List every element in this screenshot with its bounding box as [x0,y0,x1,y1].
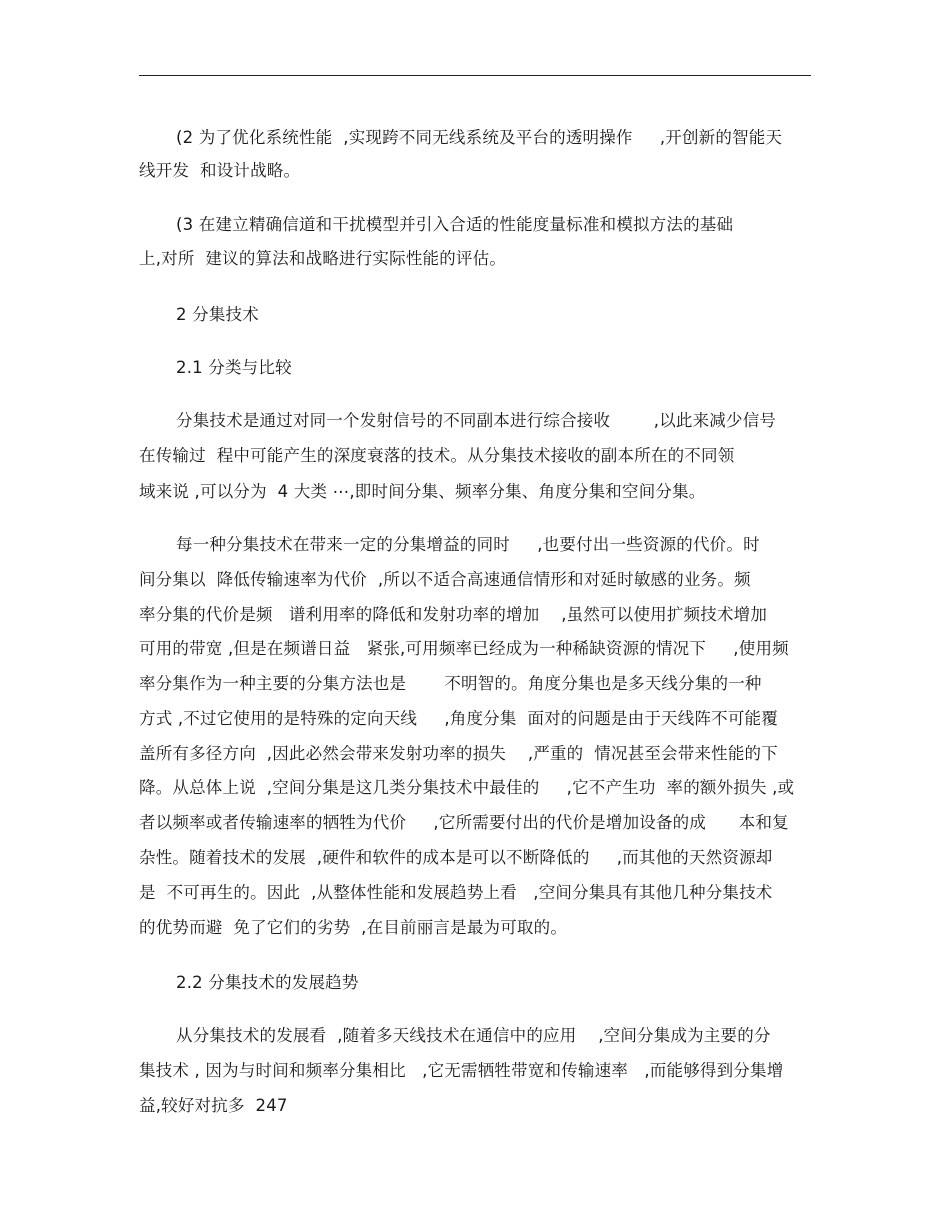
s1-p2-line-5: 率分集作为一种主要的分集方法也是 不明智的。角度分集也是多天线分集的一种 [139,674,762,693]
s1-p2-line-2: 间分集以 降低传输速率为代价 ,所以不适合高速通信情形和对延时敏感的业务。频 [139,570,751,589]
subsection-1-heading: 2.1 分类与比较 [176,358,292,377]
paragraph-item-2-line-2: 线开发 和设计战略。 [139,161,301,180]
paragraph-item-2-line-1: (2 为了优化系统性能 ,实现跨不同无线系统及平台的透明操作 ,开创新的智能天 [176,128,783,147]
paragraph-item-3-line-1: (3 在建立精确信道和干扰模型并引入合适的性能度量标准和模拟方法的基础 [176,215,734,234]
paragraph-item-3-line-2: 上,对所 建议的算法和战略进行实际性能的评估。 [139,249,507,268]
s1-p2-line-11: 是 不可再生的。因此 ,从整体性能和发展趋势上看 ,空间分集具有其他几种分集技术 [139,883,773,902]
s1-p2-line-10: 杂性。随着技术的发展 ,硬件和软件的成本是可以不断降低的 ,而其他的天然资源却 [139,848,773,867]
s1-p1-line-2: 在传输过 程中可能产生的深度衰落的技术。从分集技术接收的副本所在的不同领 [139,446,735,465]
s1-p2-line-1: 每一种分集技术在带来一定的分集增益的同时 ,也要付出一些资源的代价。时 [176,535,760,554]
s1-p2-line-4: 可用的带宽 ,但是在频谱日益 紧张,可用频率已经成为一种稀缺资源的情况下 ,使用频 [139,639,789,658]
subsection-2-heading: 2.2 分集技术的发展趋势 [176,973,359,992]
s1-p2-line-8: 降。从总体上说 ,空间分集是这几类分集技术中最佳的 ,它不产生功 率的额外损失 ,或 [139,778,795,797]
s1-p2-line-12: 的优势而避 免了它们的劣势 ,在目前丽言是最为可取的。 [139,918,568,937]
s1-p2-line-3: 率分集的代价是频 谱利用率的降低和发射功率的增加 ,虽然可以使用扩频技术增加 [139,605,768,624]
s2-p1-line-3: 益,较好对抗多 247 [139,1096,288,1115]
header-rule [139,75,811,76]
s2-p1-line-2: 集技术 , 因为与时间和频率分集相比 ,它无需牺牲带宽和传输速率 ,而能够得到分集增 [139,1061,784,1080]
s1-p2-line-7: 盖所有多径方向 ,因此必然会带来发射功率的损失 ,严重的 情况甚至会带来性能的下 [139,744,778,763]
s1-p2-line-6: 方式 ,不过它使用的是特殊的定向天线 ,角度分集 面对的问题是由于天线阵不可能覆 [139,709,778,728]
s1-p1-line-3: 域来说 ,可以分为 4 大类 ⋯,即时间分集、频率分集、角度分集和空间分集。 [139,482,706,501]
s1-p2-line-9: 者以频率或者传输速率的牺牲为代价 ,它所需要付出的代价是增加设备的成 本和复 [139,813,789,832]
s2-p1-line-1: 从分集技术的发展看 ,随着多天线技术在通信中的应用 ,空间分集成为主要的分 [176,1026,771,1045]
s1-p1-line-1: 分集技术是通过对同一个发射信号的不同副本进行综合接收 ,以此来减少信号 [176,411,777,430]
section-heading: 2 分集技术 [176,305,259,324]
